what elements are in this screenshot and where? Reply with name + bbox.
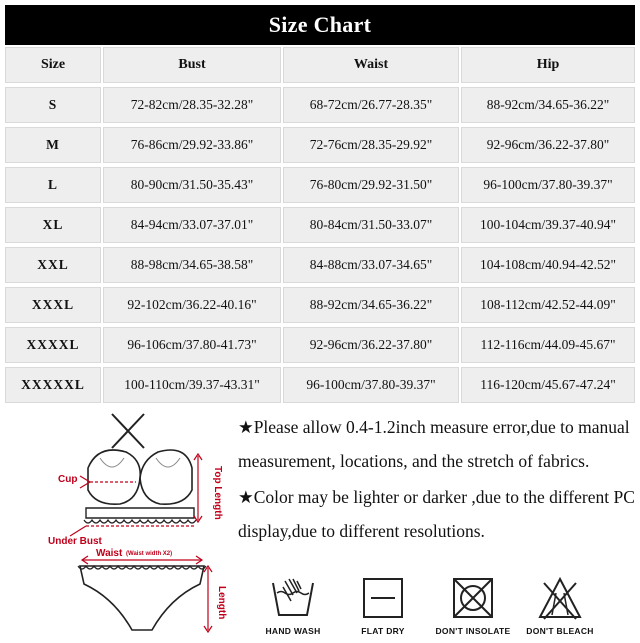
size-cell: M <box>5 127 101 163</box>
bust-cell: 84-94cm/33.07-37.01" <box>103 207 281 243</box>
table-row <box>5 87 635 123</box>
size-chart-title: Size Chart <box>5 5 635 45</box>
care-dont-insolate <box>433 575 513 637</box>
notes-section <box>238 410 636 548</box>
waist-cell: 88-92cm/34.65-36.22" <box>283 287 459 323</box>
bust-cell: 88-98cm/34.65-38.58" <box>103 247 281 283</box>
size-cell: S <box>5 87 101 123</box>
table-row <box>5 167 635 203</box>
hip-cell: 116-120cm/45.67-47.24" <box>461 367 635 403</box>
care-flat-dry <box>343 575 423 637</box>
table-row <box>5 287 635 323</box>
dont-insolate-label: DON'T INSOLATE <box>435 626 511 636</box>
hip-cell: 108-112cm/42.52-44.09" <box>461 287 635 323</box>
size-cell: XXXXXL <box>5 367 101 403</box>
dont-bleach-label: DON'T BLEACH <box>526 626 594 636</box>
bust-cell: 72-82cm/28.35-32.28" <box>103 87 281 123</box>
waist-cell: 72-76cm/28.35-29.92" <box>283 127 459 163</box>
hand-wash-icon <box>271 575 315 621</box>
hip-cell: 112-116cm/44.09-45.67" <box>461 327 635 363</box>
note-measure-error <box>238 410 636 478</box>
under-bust-label: Under Bust <box>48 536 102 547</box>
waist-cell: 92-96cm/36.22-37.80" <box>283 327 459 363</box>
measurement-diagram <box>40 408 240 638</box>
note-measure-error-text: ★Please allow 0.4-1.2inch measure error,due to manual measurement, locations, and the stretch of fabrics. <box>238 417 630 471</box>
header-waist: Waist <box>283 47 459 83</box>
header-hip: Hip <box>461 47 635 83</box>
size-cell: XXXL <box>5 287 101 323</box>
waist-cell: 76-80cm/29.92-31.50" <box>283 167 459 203</box>
bust-cell: 92-102cm/36.22-40.16" <box>103 287 281 323</box>
dont-bleach-icon <box>538 575 582 621</box>
waist-cell: 68-72cm/26.77-28.35" <box>283 87 459 123</box>
table-row <box>5 367 635 403</box>
dont-insolate-icon <box>451 575 495 621</box>
table-row <box>5 327 635 363</box>
table-header-row <box>5 47 635 83</box>
hand-wash-label: HAND WASH <box>265 626 321 636</box>
waist-label: Waist <box>96 548 123 559</box>
waist-cell: 84-88cm/33.07-34.65" <box>283 247 459 283</box>
bikini-outline-graphic <box>40 408 240 638</box>
bust-cell: 100-110cm/39.37-43.31" <box>103 367 281 403</box>
header-size: Size <box>5 47 101 83</box>
care-hand-wash <box>253 575 333 637</box>
care-dont-bleach <box>520 575 600 637</box>
bust-cell: 96-106cm/37.80-41.73" <box>103 327 281 363</box>
size-cell: L <box>5 167 101 203</box>
hip-cell: 96-100cm/37.80-39.37" <box>461 167 635 203</box>
size-cell: XXXXL <box>5 327 101 363</box>
hip-cell: 88-92cm/34.65-36.22" <box>461 87 635 123</box>
table-row <box>5 127 635 163</box>
note-color <box>238 480 636 548</box>
waist-cell: 80-84cm/31.50-33.07" <box>283 207 459 243</box>
waist-cell: 96-100cm/37.80-39.37" <box>283 367 459 403</box>
bust-cell: 80-90cm/31.50-35.43" <box>103 167 281 203</box>
flat-dry-icon <box>361 575 405 621</box>
cup-label: Cup <box>58 474 78 485</box>
bust-cell: 76-86cm/29.92-33.86" <box>103 127 281 163</box>
hip-cell: 104-108cm/40.94-42.52" <box>461 247 635 283</box>
size-cell: XXL <box>5 247 101 283</box>
note-color-text: ★Color may be lighter or darker ,due to the different PC display,due to different resolutions. <box>238 487 635 541</box>
hip-cell: 92-96cm/36.22-37.80" <box>461 127 635 163</box>
header-bust: Bust <box>103 47 281 83</box>
size-cell: XL <box>5 207 101 243</box>
table-row <box>5 207 635 243</box>
waist-note-label: (Waist width X2) <box>126 551 173 557</box>
hip-cell: 100-104cm/39.37-40.94" <box>461 207 635 243</box>
table-row <box>5 247 635 283</box>
length-label: Length <box>216 586 227 620</box>
top-length-label: Top Length <box>212 466 223 520</box>
flat-dry-label: FLAT DRY <box>361 626 405 636</box>
